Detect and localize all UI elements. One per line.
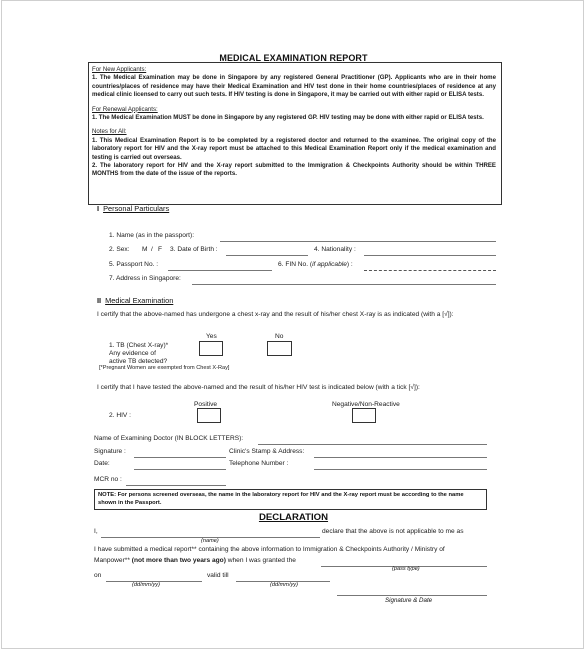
fin-label: 6. FIN No. (if applicable) : (278, 261, 353, 268)
name-field[interactable] (220, 241, 496, 242)
issue-date-caption: (dd/mm/yy) (132, 582, 160, 588)
yes-header: Yes (206, 333, 217, 340)
doctor-name-label: Name of Examining Doctor (IN BLOCK LETTERS): (94, 435, 244, 442)
declaration-submitted-text: I have submitted a medical report** containing the above information to Immigration & Checkpoints Authority / Ministry of (94, 546, 445, 553)
valid-till-caption: (dd/mm/yy) (270, 582, 298, 588)
notes-for-all-heading: Notes for All: (92, 128, 127, 136)
name-label: 1. Name (as in the passport): (109, 232, 195, 239)
telephone-field[interactable] (314, 469, 487, 470)
name-caption: (name) (201, 538, 219, 544)
section-medical-examination (97, 296, 173, 305)
declaration-i: I, (94, 528, 98, 535)
section-label: Personal Particulars (103, 204, 170, 213)
hiv-positive-checkbox[interactable] (197, 408, 221, 423)
declaration-on: on (94, 572, 102, 579)
mcr-field[interactable] (126, 485, 226, 486)
section-label: Medical Examination (105, 296, 174, 305)
no-header: No (275, 333, 284, 340)
signature-date-caption: Signature & Date (385, 597, 433, 604)
nationality-field[interactable] (364, 255, 496, 256)
declaration-title-text: DECLARATION (258, 512, 329, 523)
overseas-note: NOTE: For persons screened overseas, the name in the laboratory report for HIV and the X-ray report must be according to the name shown in the Passport. (94, 489, 487, 510)
date-label: Date: (94, 460, 110, 467)
positive-header: Positive (194, 401, 218, 408)
section-personal-particulars (97, 204, 169, 213)
section-number: I (97, 204, 100, 213)
passport-field[interactable] (168, 270, 272, 271)
declaration-declare-text: declare that the above is not applicable to me as (322, 528, 464, 535)
new-applicants-text: 1. The Medical Examination may be done in Singapore by any registered General Practitioner (GP). Applicants who are in their home countries/places of residence may have their Medical Examination and HIV test done in their home countries/places of residence at any medical clinic licensed to carry out such tests. If HIV testing is done in Singapore, it may be carried out with either rapid or ELISA tests. (92, 74, 496, 99)
declaration-signature-field[interactable] (337, 595, 487, 596)
date-of-birth-field[interactable] (226, 255, 308, 256)
clinic-label: Clinic's Stamp & Address: (229, 448, 305, 455)
declaration-valid-till: valid till (207, 572, 229, 579)
sex-male-option[interactable]: M (142, 246, 148, 253)
instructions-box (88, 62, 502, 205)
notes-for-all-text-2: 2. The laboratory report for HIV and the X-ray report submitted to the Immigration & Checkpoints Authority should be within THREE MONTHS from the date of the issue of the reports. (92, 162, 496, 178)
address-label: 7. Address in Singapore: (109, 275, 181, 282)
clinic-field[interactable] (314, 457, 487, 458)
renewal-applicants-heading: For Renewal Applicants: (92, 105, 158, 113)
signature-field[interactable] (134, 457, 226, 458)
signature-label: Signature : (94, 448, 126, 455)
negative-header: Negative/Non-Reactive (332, 401, 400, 408)
tb-active-label: active TB detected? (109, 358, 168, 365)
doctor-name-field[interactable] (258, 444, 487, 445)
hiv-statement: I certify that I have tested the above-named and the result of his/her HIV test is indicated below (with a tick [√]): (97, 384, 420, 391)
sex-female-option[interactable]: F (158, 246, 163, 253)
renewal-applicants-text: 1. The Medical Examination MUST be done in Singapore by any registered GP. HIV testing may be done with either rapid or ELISA tests. (92, 114, 484, 122)
sex-separator: / (151, 246, 153, 253)
hiv-label: 2. HIV : (109, 412, 131, 419)
document-title: MEDICAL EXAMINATION REPORT (219, 53, 368, 63)
passport-label: 5. Passport No. : (109, 261, 159, 268)
hiv-negative-checkbox[interactable] (352, 408, 376, 423)
tb-yes-checkbox[interactable] (199, 341, 223, 356)
xray-statement: I certify that the above-named has undergone a chest x-ray and the result of his/her chest X-ray is as indicated (with a [√]): (97, 311, 454, 318)
declaration-title (2, 512, 585, 523)
mcr-label: MCR no : (94, 476, 122, 483)
tb-label: 1. TB (Chest X-ray)* (109, 342, 169, 349)
tb-no-checkbox[interactable] (267, 341, 292, 356)
address-field[interactable] (192, 284, 496, 285)
nationality-label: 4. Nationality : (314, 246, 356, 253)
date-of-birth-label: 3. Date of Birth : (170, 246, 218, 253)
new-applicants-heading: For New Applicants: (92, 66, 147, 73)
telephone-label: Telephone Number : (229, 460, 289, 467)
date-field[interactable] (134, 469, 226, 470)
tb-evidence-label: Any evidence of (109, 350, 156, 357)
sex-label: 2. Sex: (109, 246, 130, 253)
declaration-manpower-text: Manpower** (not more than two years ago) when I was granted the (94, 557, 296, 564)
notes-for-all-text-1: 1. This Medical Examination Report is to be completed by a registered doctor and returned to the examinee. The original copy of the laboratory report for HIV and the X-ray report must be attached to this Medical Examination Report only if the medical examination and testing is carried out overseas. (92, 136, 496, 161)
tb-pregnant-note: [*Pregnant Women are exempted from Chest X-Ray] (99, 365, 230, 371)
section-number: II (97, 296, 102, 305)
fin-field[interactable] (364, 270, 496, 271)
document-page (1, 0, 584, 649)
pass-type-caption: (pass type) (392, 566, 420, 572)
